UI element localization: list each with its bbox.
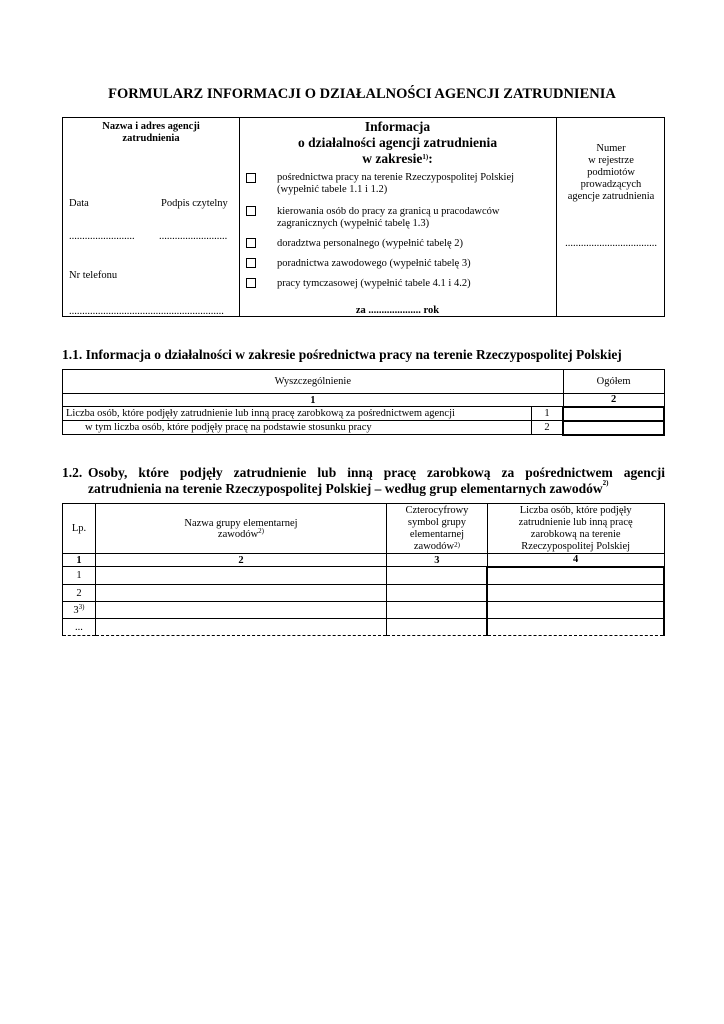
col-number: 2: [95, 554, 386, 567]
row-number: 2: [531, 421, 563, 435]
symbol-input[interactable]: [387, 602, 488, 619]
col-number: 1: [63, 554, 96, 567]
row-lp: 1: [63, 567, 96, 585]
option-checkbox-1[interactable]: [246, 173, 256, 183]
option-checkbox-5[interactable]: [246, 278, 256, 288]
count-input[interactable]: [487, 619, 664, 636]
group-name-input[interactable]: [95, 585, 386, 602]
agency-name-label: Nazwa i adres agencji zatrudnienia: [102, 121, 200, 144]
col-symbol: Czterocyfrowy symbol grupy elementarnej zawodów$^{2)}$: [387, 504, 488, 554]
col-number: 1: [63, 394, 564, 407]
signature-field[interactable]: ..........................: [159, 231, 228, 242]
symbol-input[interactable]: [387, 619, 488, 636]
phone-label: Nr telefonu: [69, 270, 118, 281]
option-checkbox-2[interactable]: [246, 206, 256, 216]
row-label: w tym liczba osób, które podjęły pracę na podstawie stosunku pracy: [63, 421, 532, 435]
register-number-label: Numer w rejestrze podmiotów prowadzących agencje zatrudnienia: [567, 143, 655, 202]
signature-label: Podpis czytelny: [161, 198, 228, 209]
row-lp: 2: [63, 585, 96, 602]
count-input[interactable]: [487, 602, 664, 619]
count-input[interactable]: [487, 585, 664, 602]
total-input[interactable]: [563, 421, 664, 435]
count-input[interactable]: [487, 567, 664, 585]
center-heading: Informacja o działalności agencji zatrudnienia w zakresie$^{1)}$:: [297, 119, 498, 166]
option-label-1: pośrednictwa pracy na terenie Rzeczypospolitej Polskiej (wypełnić tabele 1.1 i 1.2): [277, 172, 515, 195]
section-1-1-heading: 1.1. Informacja o działalności w zakresie pośrednictwa pracy na terenie Rzeczypospolitej Polskiej: [62, 347, 622, 362]
header-box: [62, 117, 665, 317]
symbol-input[interactable]: [387, 585, 488, 602]
phone-field[interactable]: ...........................................................: [69, 306, 224, 317]
group-name-input[interactable]: [95, 567, 386, 585]
table-row: [63, 567, 665, 585]
date-field[interactable]: .........................: [69, 231, 135, 242]
register-number-field[interactable]: ...................................: [565, 238, 657, 249]
row-lp: 3$^{3)}$: [63, 602, 96, 619]
row-label: Liczba osób, które podjęły zatrudnienie lub inną pracę zarobkową za pośrednictwem agencji: [63, 407, 532, 421]
table-row: [63, 585, 665, 602]
form-title: FORMULARZ INFORMACJI O DZIAŁALNOŚCI AGENCJI ZATRUDNIENIA: [108, 86, 616, 102]
option-label-2: kierowania osób do pracy za granicą u pracodawców zagranicznych (wypełnić tabelę 1.3): [277, 206, 500, 229]
table-1-1: [62, 369, 665, 436]
option-label-3: doradztwa personalnego (wypełnić tabelę 2): [277, 238, 464, 249]
table-row: [63, 407, 665, 421]
date-label: Data: [69, 198, 89, 209]
table-1-2: [62, 503, 665, 636]
group-name-input[interactable]: [95, 619, 386, 636]
option-label-4: poradnictwa zawodowego (wypełnić tabelę 3): [277, 258, 471, 269]
year-field[interactable]: za .................... rok: [355, 305, 440, 316]
total-input[interactable]: [563, 407, 664, 421]
symbol-input[interactable]: [387, 567, 488, 585]
table-row: [63, 602, 665, 619]
option-checkbox-3[interactable]: [246, 238, 256, 248]
table-row: [63, 619, 665, 636]
col-number: 2: [563, 394, 664, 407]
table-row: [63, 421, 665, 435]
col-lp: Lp.: [63, 504, 96, 554]
col-count: Liczba osób, które podjęły zatrudnienie lub inną pracę zarobkową na terenie Rzeczypospolitej Polskiej: [487, 504, 664, 554]
row-number: 1: [531, 407, 563, 421]
col-specification: Wyszczególnienie: [63, 370, 564, 394]
option-checkbox-4[interactable]: [246, 258, 256, 268]
col-total: Ogółem: [563, 370, 664, 394]
group-name-input[interactable]: [95, 602, 386, 619]
row-lp: ...: [63, 619, 96, 636]
col-number: 3: [387, 554, 488, 567]
option-label-5: pracy tymczasowej (wypełnić tabele 4.1 i 4.2): [277, 278, 471, 289]
col-group-name: Nazwa grupy elementarnej zawodów$^{2)}$: [95, 504, 386, 554]
col-number: 4: [487, 554, 664, 567]
